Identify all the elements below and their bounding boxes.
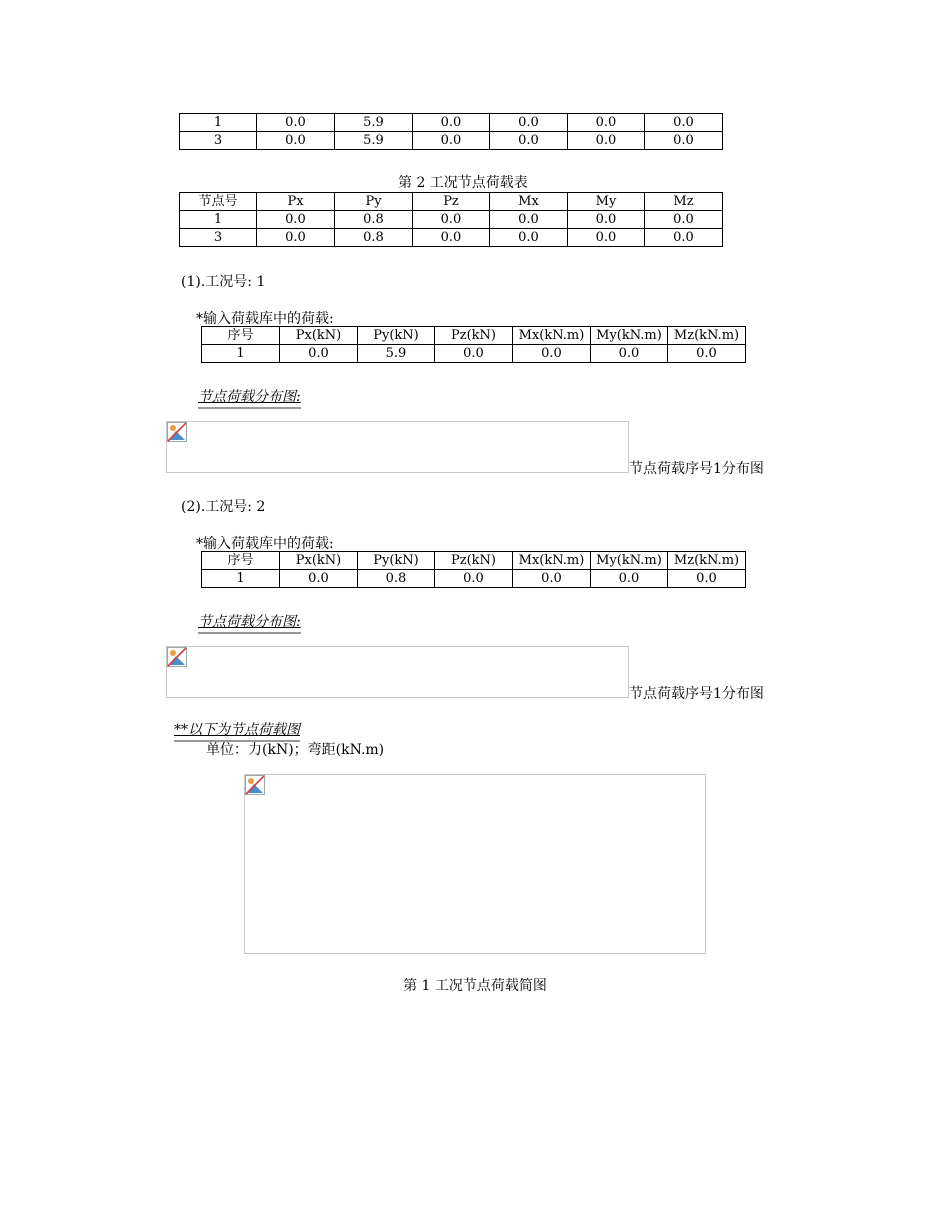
- table-cell: 0.0: [568, 114, 645, 132]
- table-cell: 0.0: [513, 570, 591, 588]
- column-header: Mz(kN.m): [668, 327, 746, 345]
- table-cell: 0.8: [335, 229, 413, 247]
- summary-heading: **以下为节点荷载图: [174, 719, 300, 742]
- table-cell: 0.0: [413, 114, 490, 132]
- column-header: Mx: [490, 193, 568, 211]
- table-row: [202, 570, 746, 588]
- table-cell: 0.0: [568, 229, 645, 247]
- table-cell: 0.0: [413, 211, 490, 229]
- case2-image-placeholder: [166, 646, 629, 698]
- table-header-row: [202, 327, 746, 345]
- table-cell: 5.9: [335, 114, 413, 132]
- case2-heading: (2).工况号: 2: [181, 499, 266, 515]
- table-cell: 0.0: [645, 211, 723, 229]
- table-header-row: [202, 552, 746, 570]
- table-cell: 0.0: [645, 114, 723, 132]
- table-cell: 0.0: [413, 229, 490, 247]
- table-cell: 0.0: [257, 114, 335, 132]
- case1-image-placeholder: [166, 421, 629, 473]
- case1-image-caption: 节点荷载序号1分布图: [629, 461, 764, 477]
- case2-image-caption: 节点荷载序号1分布图: [629, 686, 764, 702]
- column-header: Px(kN): [280, 552, 358, 570]
- table-cell: 0.0: [257, 229, 335, 247]
- column-header: 序号: [202, 552, 280, 570]
- summary-figure-caption: 第 1 工况节点荷载简图: [403, 978, 547, 994]
- table-cell: 3: [180, 132, 257, 150]
- table-cell: 0.0: [435, 570, 513, 588]
- table-cell: 0.0: [568, 211, 645, 229]
- table-row: [180, 132, 723, 150]
- case2-distribution-title: 节点荷载分布图:: [198, 611, 301, 634]
- table-cell: 0.0: [591, 345, 668, 363]
- broken-image-icon: [167, 422, 187, 442]
- column-header: My(kN.m): [591, 327, 668, 345]
- table-cell: 1: [202, 570, 280, 588]
- table-cell: 5.9: [335, 132, 413, 150]
- table-cell: 1: [180, 211, 257, 229]
- table-cell: 0.0: [257, 132, 335, 150]
- column-header: My(kN.m): [591, 552, 668, 570]
- column-header: Mx(kN.m): [513, 552, 591, 570]
- table-row: [180, 114, 723, 132]
- table-cell: 3: [180, 229, 257, 247]
- table-row: [202, 345, 746, 363]
- case1-subheading: *输入荷载库中的荷载:: [196, 311, 334, 327]
- table-cell: 0.0: [490, 211, 568, 229]
- case1-distribution-title: 节点荷载分布图:: [198, 386, 301, 409]
- case2-subheading: *输入荷载库中的荷载:: [196, 536, 334, 552]
- table-cell: 0.0: [490, 114, 568, 132]
- table-cell: 0.0: [668, 570, 746, 588]
- table-cell: 0.0: [568, 132, 645, 150]
- table-cell: 0.8: [358, 570, 435, 588]
- table-cell: 0.0: [513, 345, 591, 363]
- table-cell: 1: [202, 345, 280, 363]
- column-header: Px: [257, 193, 335, 211]
- table-header-row: [180, 193, 723, 211]
- table-case2: [179, 192, 723, 247]
- column-header: Pz(kN): [435, 327, 513, 345]
- broken-image-icon: [245, 775, 265, 795]
- units-note: 单位：力(kN)；弯距(kN.m): [206, 742, 385, 758]
- case1-load-table: [201, 326, 746, 363]
- broken-image-icon: [167, 647, 187, 667]
- table-cell: 0.0: [490, 132, 568, 150]
- column-header: Pz: [413, 193, 490, 211]
- table-row: [180, 229, 723, 247]
- table-cell: 0.0: [280, 345, 358, 363]
- case2-load-table: [201, 551, 746, 588]
- table-cell: 0.0: [490, 229, 568, 247]
- table-cell: 1: [180, 114, 257, 132]
- table-cell: 0.0: [645, 229, 723, 247]
- table-cell: 0.0: [280, 570, 358, 588]
- column-header: Mz(kN.m): [668, 552, 746, 570]
- column-header: 序号: [202, 327, 280, 345]
- table-cell: 0.0: [668, 345, 746, 363]
- table-cell: 0.0: [435, 345, 513, 363]
- case1-heading: (1).工况号: 1: [181, 274, 266, 290]
- table-top-continued: [179, 113, 723, 150]
- column-header: Pz(kN): [435, 552, 513, 570]
- column-header: Mz: [645, 193, 723, 211]
- column-header: My: [568, 193, 645, 211]
- column-header: Py(kN): [358, 552, 435, 570]
- table-case2-title: 第 2 工况节点荷载表: [398, 175, 528, 191]
- table-cell: 0.0: [257, 211, 335, 229]
- table-cell: 0.0: [645, 132, 723, 150]
- table-cell: 0.8: [335, 211, 413, 229]
- table-row: [180, 211, 723, 229]
- column-header: Py: [335, 193, 413, 211]
- column-header: 节点号: [180, 193, 257, 211]
- column-header: Py(kN): [358, 327, 435, 345]
- table-cell: 5.9: [358, 345, 435, 363]
- table-cell: 0.0: [413, 132, 490, 150]
- column-header: Mx(kN.m): [513, 327, 591, 345]
- summary-figure-placeholder: [244, 774, 706, 954]
- column-header: Px(kN): [280, 327, 358, 345]
- table-cell: 0.0: [591, 570, 668, 588]
